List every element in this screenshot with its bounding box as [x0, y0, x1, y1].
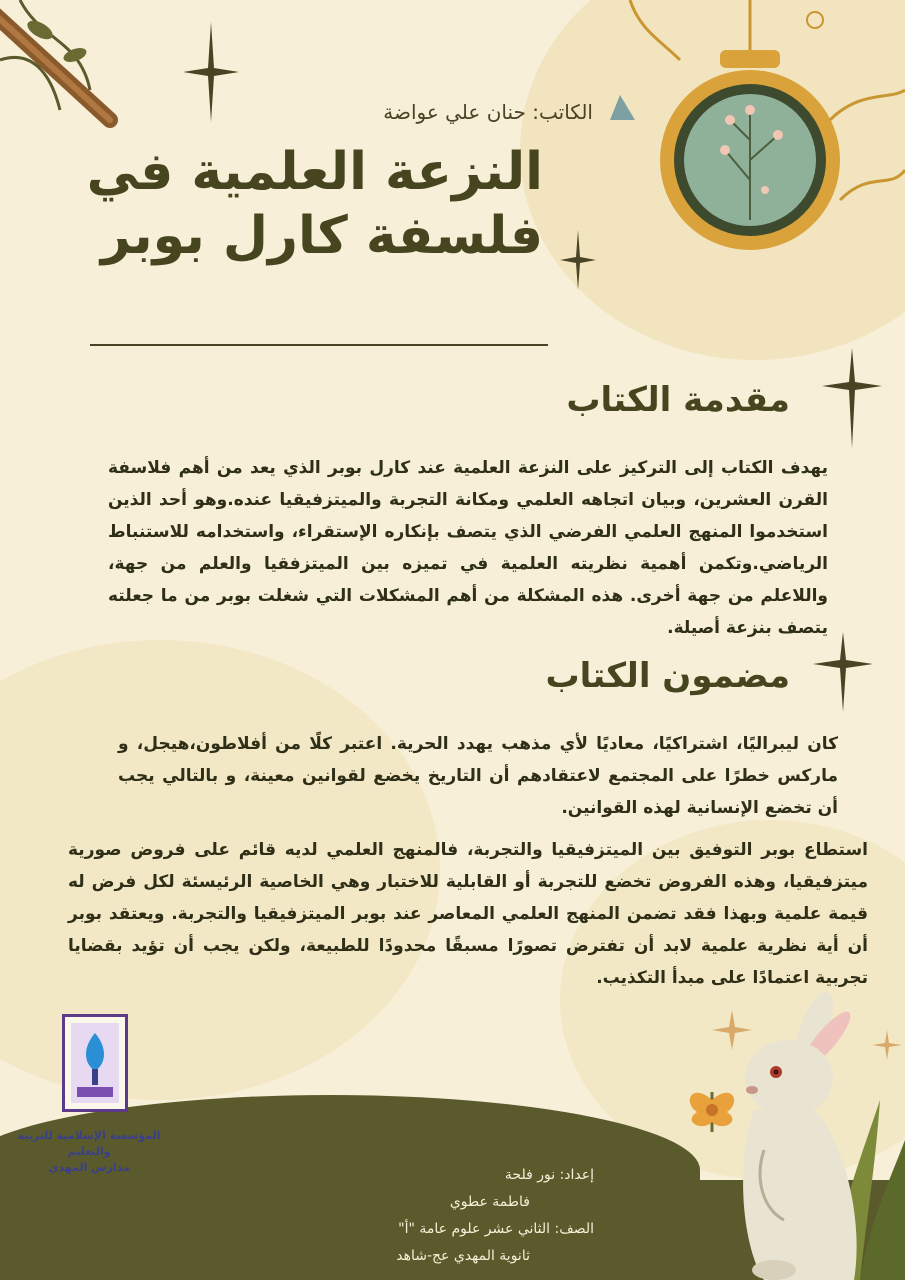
intro-paragraph: يهدف الكتاب إلى التركيز على النزعة العلمية عند كارل بوبر الذي يعد من أهم فلاسفة القرن العشرين، وبيان اتجاهه العلمي ومكانة التجربة والميتزفيقيا عنده.وهو أحد الذين استخدموا المنهج العلمي الفرضي الذي يتصف بإنكاره الإستقراء، واستخدامه للاستنباط الرياضي.وتكمن أهمية نظريته العلمية في تميزه بين الميتزفقيا والعلم من جهة، واللاعلم من جهة أخرى. هذه المشكلة من أهم المشكلات التي شغلت بوبر من ما جعلته يتصف بنزعة أصيلة.	[108, 458, 828, 638]
sparkle-icon	[822, 348, 882, 448]
title-line-2: فلسفة كارل بوبر	[100, 206, 543, 266]
author-line: الكاتب: حنان علي عواضة	[383, 100, 593, 124]
school-logo	[62, 1014, 128, 1112]
logo-caption-line-1: المؤسسة الإسلامية للتربية والتعليم	[17, 1129, 161, 1158]
credits-grade: الصف: الثاني عشر علوم عامة "أ"	[398, 1221, 594, 1237]
title-divider	[90, 344, 548, 346]
content-heading: مضمون الكتاب	[545, 656, 790, 696]
credits-block	[364, 1162, 594, 1270]
pendant-ornament	[600, 0, 905, 240]
logo-emblem-icon	[65, 1017, 125, 1109]
credits-name-2: فاطمة عطوي	[449, 1194, 530, 1210]
intro-heading: مقدمة الكتاب	[566, 380, 790, 420]
sparkle-icon	[813, 632, 873, 712]
sparkle-icon	[872, 1030, 902, 1060]
credits-prepared-by: إعداد: نور فلحة	[504, 1167, 594, 1183]
content-paragraph-2: استطاع بوبر التوفيق بين الميتزفيقيا والتجربة، فالمنهج العلمي لديه قائم على فروض صورية ميتزفيقيا، وهذه الفروض تخضع للتجربة أو القابلية للاختبار وهي الخاصية الرئيسئة لكل فرض له قيمة علمية وبهذا فقد تضمن المنهج العلمي المعاصر عند بوبر الميتزفيقيا والتجربة. ويعتقد بوبر أن أية نظرية علمية لابد أن تفترض تصورًا مسبقًا محدودًا للطبيعة، ولكن يجب أن تؤيد بقضايا تجربية اعتمادًا على مبدأ التكذيب.	[68, 840, 868, 988]
logo-caption	[14, 1128, 164, 1176]
title-line-1: النزعة العلمية في	[86, 142, 543, 202]
content-paragraph-1: كان ليبراليًا، اشتراكيًا، معاديًا لأي مذهب يهدد الحرية. اعتبر كلًا من أفلاطون،هيجل، و ماركس خطرًا على المجتمع لاعتقادهم أن التاريخ يخضع لقوانين معينة، و بالتالي يجب أن تخضع الإنسانية لهذه القوانين.	[118, 734, 838, 818]
sparkle-icon	[560, 230, 596, 290]
logo-caption-line-2: مدارس المهدي	[48, 1161, 130, 1174]
credits-school: ثانوية المهدي عج-شاهد	[396, 1248, 530, 1264]
page-title	[23, 140, 543, 268]
sparkle-icon	[183, 22, 239, 122]
branch-decoration	[0, 0, 140, 150]
rabbit-illustration	[734, 1000, 864, 1280]
